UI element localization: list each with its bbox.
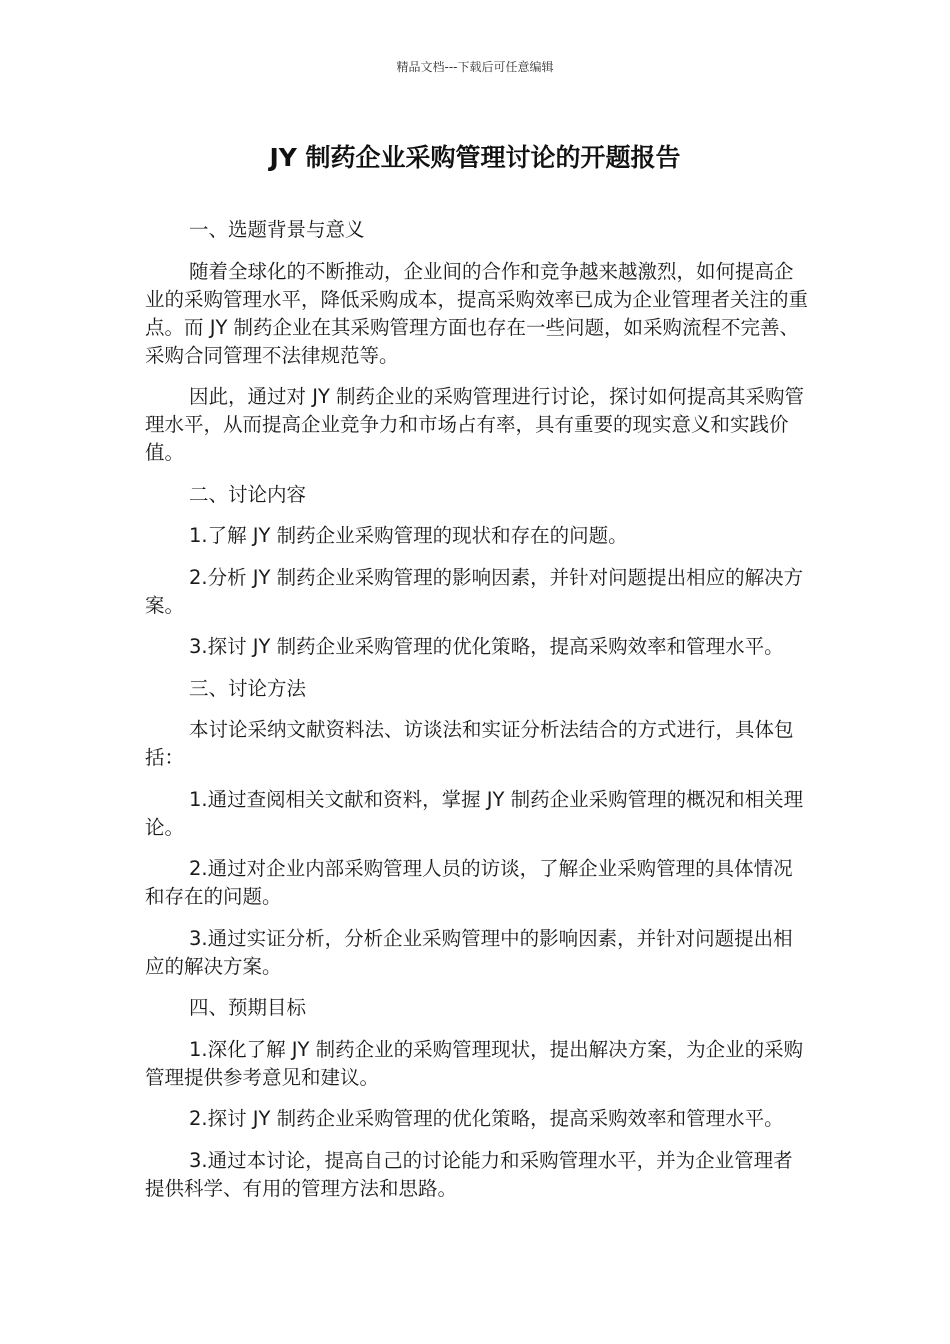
section-heading-method: 三、讨论方法 — [189, 676, 307, 700]
method-item-2: 2.通过对企业内部采购管理人员的访谈，了解企业采购管理的具体情况和存在的问题。 — [145, 857, 793, 908]
document-title: JY 制药企业采购管理讨论的开题报告 — [269, 143, 681, 172]
section-heading-background: 一、选题背景与意义 — [189, 218, 365, 241]
document-body — [145, 216, 810, 1216]
section-heading-goals: 四、预期目标 — [189, 996, 307, 1019]
content-item-3: 3.探讨 JY 制药企业采购管理的优化策略，提高采购效率和管理水平。 — [189, 635, 784, 658]
paragraph-background-1: 随着全球化的不断推动，企业间的合作和竞争越来越激烈，如何提高企业的采购管理水平，降低采购成本，提高采购效率已成为企业管理者关注的重点。而 JY 制药企业在其采购管理方面也存在一些问题，如采购流程不完善、采购合同管理不法律规范等。 — [145, 259, 809, 367]
content-item-2: 2.分析 JY 制药企业采购管理的影响因素，并针对问题提出相应的解决方案。 — [145, 565, 804, 617]
section-heading-content: 二、讨论内容 — [189, 482, 307, 506]
goal-item-3: 3.通过本讨论，提高自己的讨论能力和采购管理水平，并为企业管理者提供科学、有用的管理方法和思路。 — [145, 1148, 793, 1200]
paragraph-background-2: 因此，通过对 JY 制药企业的采购管理进行讨论，探讨如何提高其采购管理水平，从而提高企业竞争力和市场占有率，具有重要的现实意义和实践价值。 — [145, 385, 805, 464]
header-watermark: 精品文档---下载后可任意编辑 — [396, 60, 554, 74]
goal-item-2: 2.探讨 JY 制药企业采购管理的优化策略，提高采购效率和管理水平。 — [189, 1107, 784, 1130]
method-item-3: 3.通过实证分析，分析企业采购管理中的影响因素，并针对问题提出相应的解决方案。 — [145, 926, 793, 978]
goal-item-1: 1.深化了解 JY 制药企业的采购管理现状，提出解决方案，为企业的采购管理提供参考意见和建议。 — [145, 1037, 804, 1089]
content-item-1: 1.了解 JY 制药企业采购管理的现状和存在的问题。 — [189, 524, 628, 547]
method-intro: 本讨论采纳文献资料法、访谈法和实证分析法结合的方式进行，具体包括： — [145, 718, 794, 769]
method-item-1: 1.通过查阅相关文献和资料，掌握 JY 制药企业采购管理的概况和相关理论。 — [145, 787, 804, 839]
